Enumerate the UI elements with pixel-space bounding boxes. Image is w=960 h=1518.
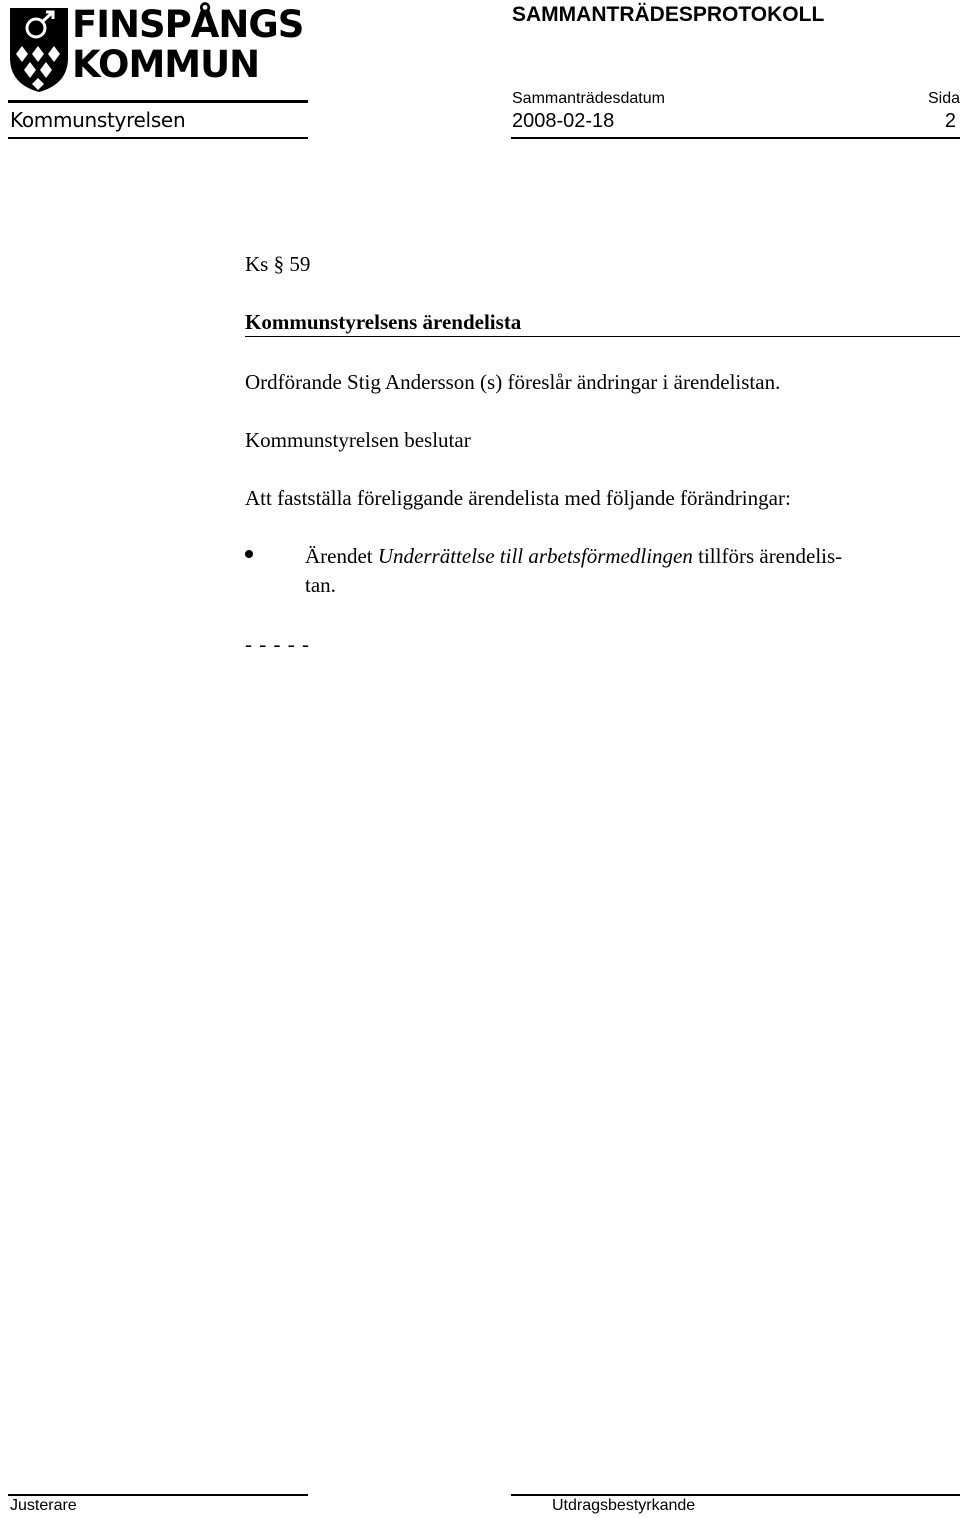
- header-divider-right: [511, 137, 960, 139]
- bullet-case-title: Underrättelse till arbetsförmedlingen: [377, 544, 693, 568]
- header-divider-left: [8, 137, 308, 139]
- bullet-item: [305, 542, 842, 570]
- meeting-date-label: Sammanträdesdatum: [512, 90, 665, 107]
- meeting-date: 2008-02-18: [512, 110, 615, 132]
- footer-certification-label: Utdragsbestyrkande: [552, 1497, 696, 1514]
- page-label: Sida: [927, 90, 960, 107]
- bullet-item-continuation: tan.: [305, 573, 336, 597]
- municipality-logo: [8, 3, 308, 96]
- bullet-prefix: Ärendet: [305, 544, 373, 568]
- footer-divider-right: [511, 1494, 960, 1496]
- finspang-coat-of-arms-icon: [8, 6, 70, 92]
- page-number: 2: [944, 110, 956, 132]
- decision-text: Att fastställa föreliggande ärendelista med följande förändringar:: [245, 486, 791, 510]
- section-title-rule: [245, 336, 960, 337]
- proposal-text: Ordförande Stig Andersson (s) föreslår ändringar i ärendelistan.: [245, 370, 781, 394]
- decision-heading: Kommunstyrelsen beslutar: [245, 428, 471, 452]
- department-name: Kommunstyrelsen: [10, 108, 186, 132]
- section-title: Kommunstyrelsens ärendelista: [245, 310, 522, 334]
- paragraph-number: Ks § 59: [245, 252, 311, 276]
- footer-divider-left: [8, 1494, 308, 1496]
- logo-underline: [8, 100, 308, 103]
- bullet-icon: [245, 550, 253, 558]
- footer-adjuster-label: Justerare: [10, 1497, 77, 1514]
- logo-text-line1: FINSPÅNGS: [72, 3, 304, 46]
- bullet-suffix: tillförs ärendelis-: [698, 544, 843, 568]
- section-separator: - - - - -: [245, 632, 310, 656]
- document-type: SAMMANTRÄDESPROTOKOLL: [512, 3, 825, 26]
- logo-text-line2: KOMMUN: [72, 43, 260, 86]
